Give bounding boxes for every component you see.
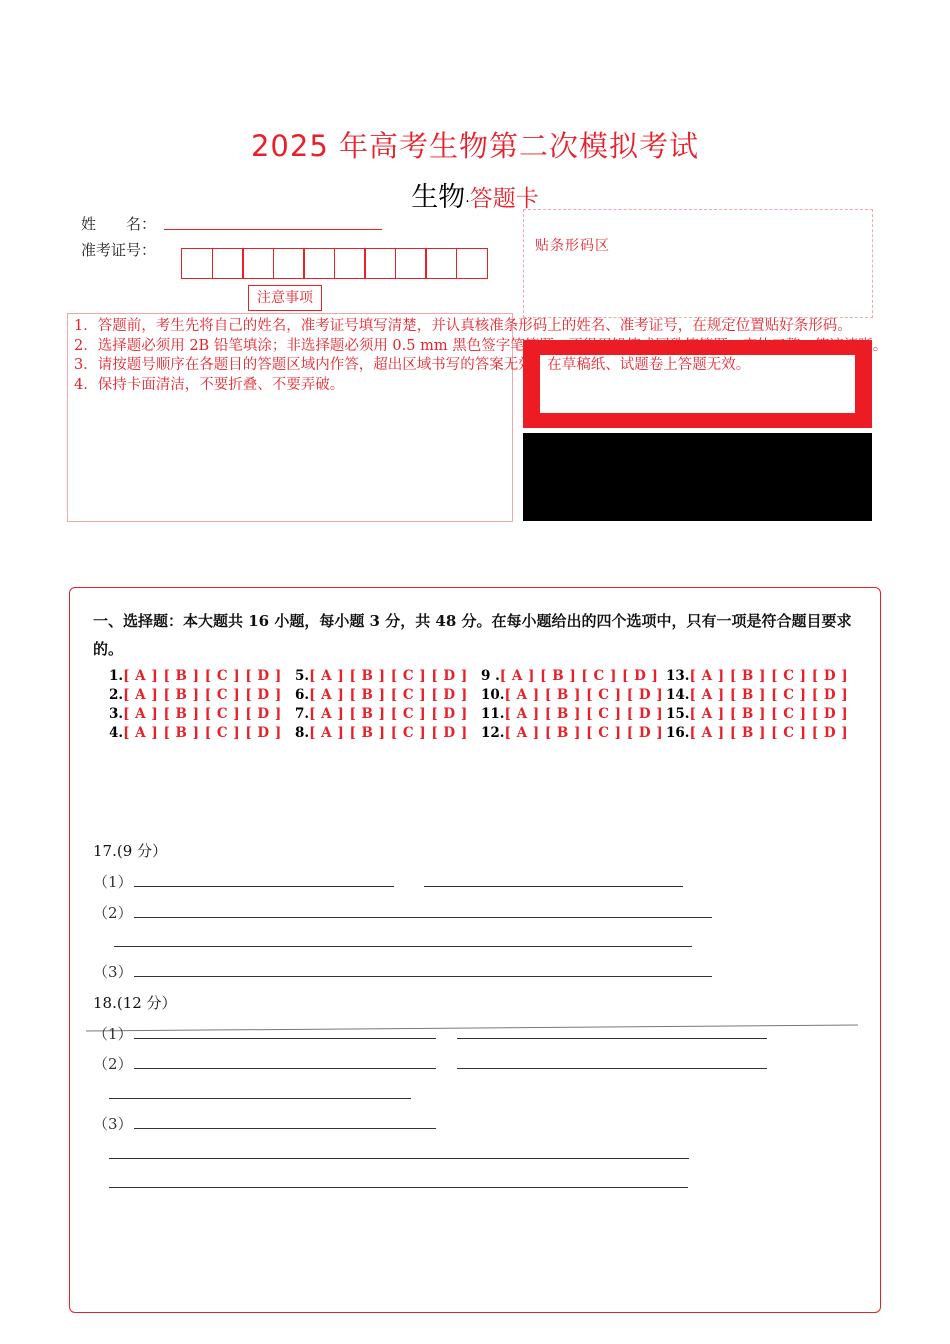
- q17-part3-answer-line[interactable]: [134, 976, 712, 977]
- question-number: 5.: [295, 668, 310, 684]
- black-mark-block: [523, 433, 872, 521]
- mc-row: [109, 705, 282, 724]
- question-number: 3.: [109, 706, 124, 722]
- option-bubbles[interactable]: [ A ] [ B ] [ C ] [ D ]: [689, 706, 849, 722]
- id-digit-box[interactable]: [334, 248, 366, 279]
- option-bubbles[interactable]: [ A ] [ B ] [ C ] [ D ]: [309, 725, 468, 741]
- q18-heading: 18.(12 分）: [93, 994, 177, 1012]
- option-bubbles[interactable]: [ A ] [ B ] [ C ] [ D ]: [123, 668, 282, 684]
- mc-row: [666, 705, 848, 724]
- question-number: 10.: [481, 687, 505, 703]
- mc-row: [295, 686, 468, 705]
- option-bubbles[interactable]: [ A ] [ B ] [ C ] [ D ]: [123, 687, 282, 703]
- notice-item: 4．保持卡面清洁，不要折叠、不要弄破。: [74, 376, 345, 393]
- question-number: 1.: [109, 668, 124, 684]
- question-number: 14.: [666, 687, 690, 703]
- id-digit-box[interactable]: [273, 248, 305, 279]
- q18-part2-answer-line-a[interactable]: [134, 1068, 436, 1069]
- mc-row: [666, 686, 848, 705]
- mc-row: [666, 667, 848, 686]
- q18-part3-answer-line-cont2[interactable]: [109, 1187, 688, 1188]
- q17-part2-answer-line-cont[interactable]: [114, 946, 692, 947]
- q17-part1-label: （1）: [93, 873, 133, 891]
- question-number: 16.: [666, 725, 690, 741]
- notice-item: 3．请按题号顺序在各题目的答题区域内作答，超出区域书写的答案无效；在草稿纸、试题卷上答题无效。: [74, 357, 751, 373]
- mc-row: [666, 724, 848, 743]
- exam-title: 2025 年高考生物第二次模拟考试: [250, 129, 700, 163]
- option-bubbles[interactable]: [ A ] [ B ] [ C ] [ D ]: [504, 706, 664, 722]
- mc-column-3: [481, 667, 663, 743]
- stray-pen-line: [86, 1022, 858, 1036]
- mc-column-1: [109, 667, 282, 743]
- id-digit-box[interactable]: [425, 248, 457, 279]
- id-digit-box[interactable]: [212, 248, 244, 279]
- question-number: 13.: [666, 668, 690, 684]
- q18-part1-answer-line-a[interactable]: [134, 1038, 436, 1039]
- subtitle-dot: ·: [465, 194, 470, 210]
- q17-part1-answer-line-a[interactable]: [134, 886, 394, 887]
- mc-row: [295, 724, 468, 743]
- card-label: 答题卡: [469, 186, 539, 212]
- q18-part3-label: （3）: [93, 1115, 133, 1133]
- notice-item: 2．选择题必须用 2B 铅笔填涂；非选择题必须用 0.5 mm 黑色签字笔答题，不得用铅笔或圆珠笔答题；字体工整、笔迹清晰。: [74, 337, 888, 354]
- q18-part2-label: （2）: [93, 1055, 133, 1073]
- q18-part1-label: （1）: [93, 1025, 133, 1043]
- id-digit-box[interactable]: [364, 248, 396, 279]
- q18-part1-answer-line-b[interactable]: [457, 1038, 767, 1039]
- option-bubbles[interactable]: [ A ] [ B ] [ C ] [ D ]: [123, 706, 282, 722]
- option-bubbles[interactable]: [ A ] [ B ] [ C ] [ D ]: [689, 687, 849, 703]
- option-bubbles[interactable]: [ A ] [ B ] [ C ] [ D ]: [689, 725, 849, 741]
- question-number: 2.: [109, 687, 124, 703]
- mc-row: [109, 724, 282, 743]
- mc-row: [109, 686, 282, 705]
- section1-instruction: 一、选择题：本大题共 16 小题，每小题 3 分，共 48 分。在每小题给出的四个选项中，只有一项是符合题目要求的。: [93, 612, 852, 658]
- q18-part2-answer-line-b[interactable]: [457, 1068, 767, 1069]
- option-bubbles[interactable]: [ A ] [ B ] [ C ] [ D ]: [309, 668, 468, 684]
- q18-part3-answer-line-cont1[interactable]: [109, 1158, 689, 1159]
- question-number: 11.: [481, 706, 505, 722]
- q17-part2-label: （2）: [93, 904, 133, 922]
- q17-part1-answer-line-b[interactable]: [424, 886, 683, 887]
- q18-part2-answer-line-cont[interactable]: [109, 1098, 411, 1099]
- id-digit-box[interactable]: [181, 248, 213, 279]
- question-number: 12.: [481, 725, 505, 741]
- exam-id-boxes[interactable]: [181, 248, 486, 279]
- question-number: 6.: [295, 687, 310, 703]
- option-bubbles[interactable]: [ A ] [ B ] [ C ] [ D ]: [309, 706, 468, 722]
- mc-column-2: [295, 667, 468, 743]
- exam-id-label: 准考证号：: [81, 241, 157, 259]
- name-label: 姓 名：: [81, 215, 157, 233]
- option-bubbles[interactable]: [ A ] [ B ] [ C ] [ D ]: [504, 725, 664, 741]
- question-number: 8.: [295, 725, 310, 741]
- mc-row: [109, 667, 282, 686]
- q17-heading: 17.(9 分）: [93, 842, 168, 860]
- id-digit-box[interactable]: [395, 248, 427, 279]
- q18-part3-answer-line[interactable]: [134, 1128, 436, 1129]
- question-number: 15.: [666, 706, 690, 722]
- name-field[interactable]: [164, 229, 382, 230]
- option-bubbles[interactable]: [ A ] [ B ] [ C ] [ D ]: [689, 668, 849, 684]
- question-number: 9 .: [481, 668, 500, 684]
- notice-title: 注意事项: [248, 285, 322, 311]
- id-digit-box[interactable]: [456, 248, 488, 279]
- notice-list: [74, 317, 887, 395]
- q17-part2-answer-line[interactable]: [134, 917, 712, 918]
- option-bubbles[interactable]: [ A ] [ B ] [ C ] [ D ]: [499, 668, 659, 684]
- mc-row: [481, 686, 663, 705]
- id-digit-box[interactable]: [242, 248, 274, 279]
- mc-row: [295, 705, 468, 724]
- mc-row: [481, 667, 663, 686]
- mc-column-4: [666, 667, 848, 743]
- notice-item: 1．答题前，考生先将自己的姓名，准考证号填写清楚，并认真核准条形码上的姓名、准考证号，在规定位置贴好条形码。: [74, 318, 852, 334]
- option-bubbles[interactable]: [ A ] [ B ] [ C ] [ D ]: [504, 687, 664, 703]
- mc-row: [481, 724, 663, 743]
- option-bubbles[interactable]: [ A ] [ B ] [ C ] [ D ]: [123, 725, 282, 741]
- barcode-label: 贴条形码区: [535, 238, 610, 254]
- mc-row: [481, 705, 663, 724]
- subject-label: 生物: [411, 182, 466, 213]
- id-digit-box[interactable]: [303, 248, 335, 279]
- barcode-area: [523, 209, 873, 318]
- question-number: 4.: [109, 725, 124, 741]
- q17-part3-label: （3）: [93, 963, 133, 981]
- question-number: 7.: [295, 706, 310, 722]
- mc-row: [295, 667, 468, 686]
- option-bubbles[interactable]: [ A ] [ B ] [ C ] [ D ]: [309, 687, 468, 703]
